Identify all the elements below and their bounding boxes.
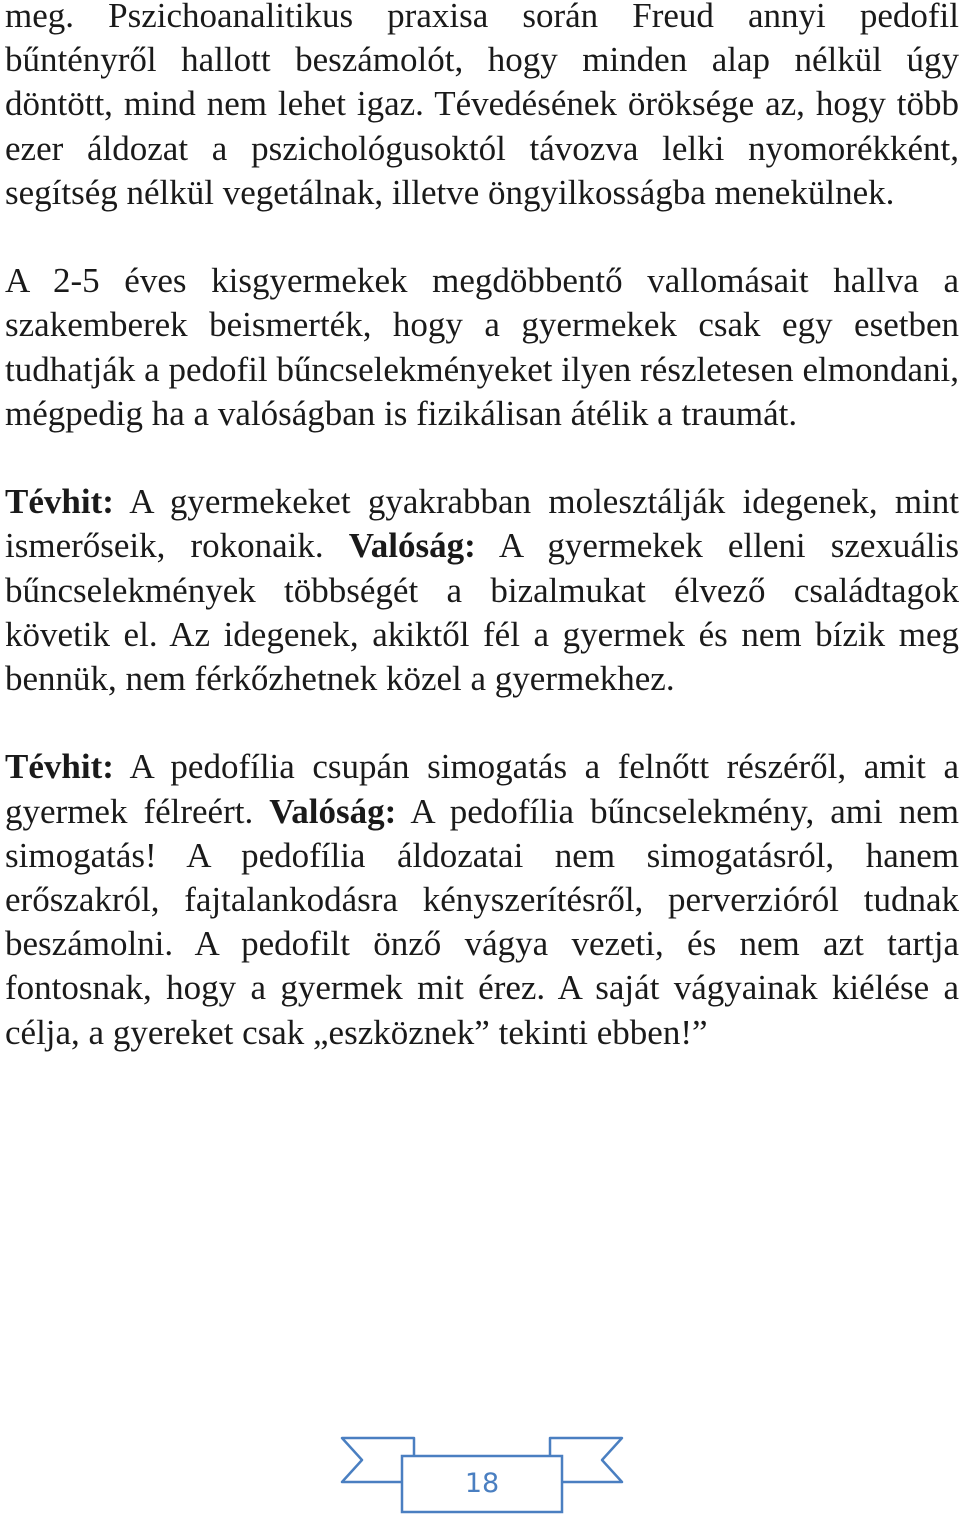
myth-label: Tévhit: xyxy=(5,482,114,522)
myth-block-caressing xyxy=(5,745,959,1054)
myth-text: A pedofília csupán simogatás a felnőtt részéről, amit a gyermek félreért. xyxy=(5,747,959,831)
paragraph-gap xyxy=(5,701,959,745)
myth-label: Tévhit: xyxy=(5,747,114,787)
page-footer xyxy=(340,1434,624,1514)
paragraph-text: meg. Pszichoanalitikus praxisa során Freud annyi pedofil bűntényről hallott beszámolót, hogy minden alap nélkül úgy döntött, mind nem lehet igaz. Tévedésének öröksége az, hogy több ezer áldozat a pszichológusoktól távozva lelki nyomorékként, segítség nélkül vegetálnak, illetve öngyilkosságba menekülnek. xyxy=(5,0,959,212)
reality-label: Valóság: xyxy=(269,791,397,831)
page-number: 18 xyxy=(464,1468,500,1499)
paragraph-freud xyxy=(5,0,959,215)
paragraph-children-testimony xyxy=(5,259,959,436)
paragraph-gap xyxy=(5,215,959,259)
myth-block-strangers xyxy=(5,480,959,701)
reality-label: Valóság: xyxy=(348,526,476,566)
reality-text: A gyermekek elleni szexuális bűncselekmények többségét a bizalmukat élvező családtagok követik el. Az idegenek, akiktől fél a gyermek és nem bízik meg bennük, nem férkőzhetnek közel a gyermekhez. xyxy=(5,526,959,699)
paragraph-text: A 2-5 éves kisgyermekek megdöbbentő vallomásait hallva a szakemberek beismerték, hogy a gyermekek csak egy esetben tudhatják a pedofil bűncselekményeket ilyen részletesen elmondani, mégpedig ha a valóságban is fizikálisan átélik a traumát. xyxy=(5,261,959,433)
myth-text: A gyermekeket gyakrabban molesztálják idegenek, mint ismerőseik, rokonaik. xyxy=(5,482,959,566)
paragraph-gap xyxy=(5,436,959,480)
document-page xyxy=(5,0,959,1055)
reality-text: A pedofília bűncselekmény, ami nem simogatás! A pedofília áldozatai nem simogatásról, hanem erőszakról, fajtalankodásra kényszerítésről, perverzióról tudnak beszámolni. A pedofilt önző vágya vezeti, és nem azt tartja fontosnak, hogy a gyermek mit érez. A saját vágyainak kiélése a célja, a gyereket csak „eszköznek” tekinti ebben!” xyxy=(5,791,960,1052)
